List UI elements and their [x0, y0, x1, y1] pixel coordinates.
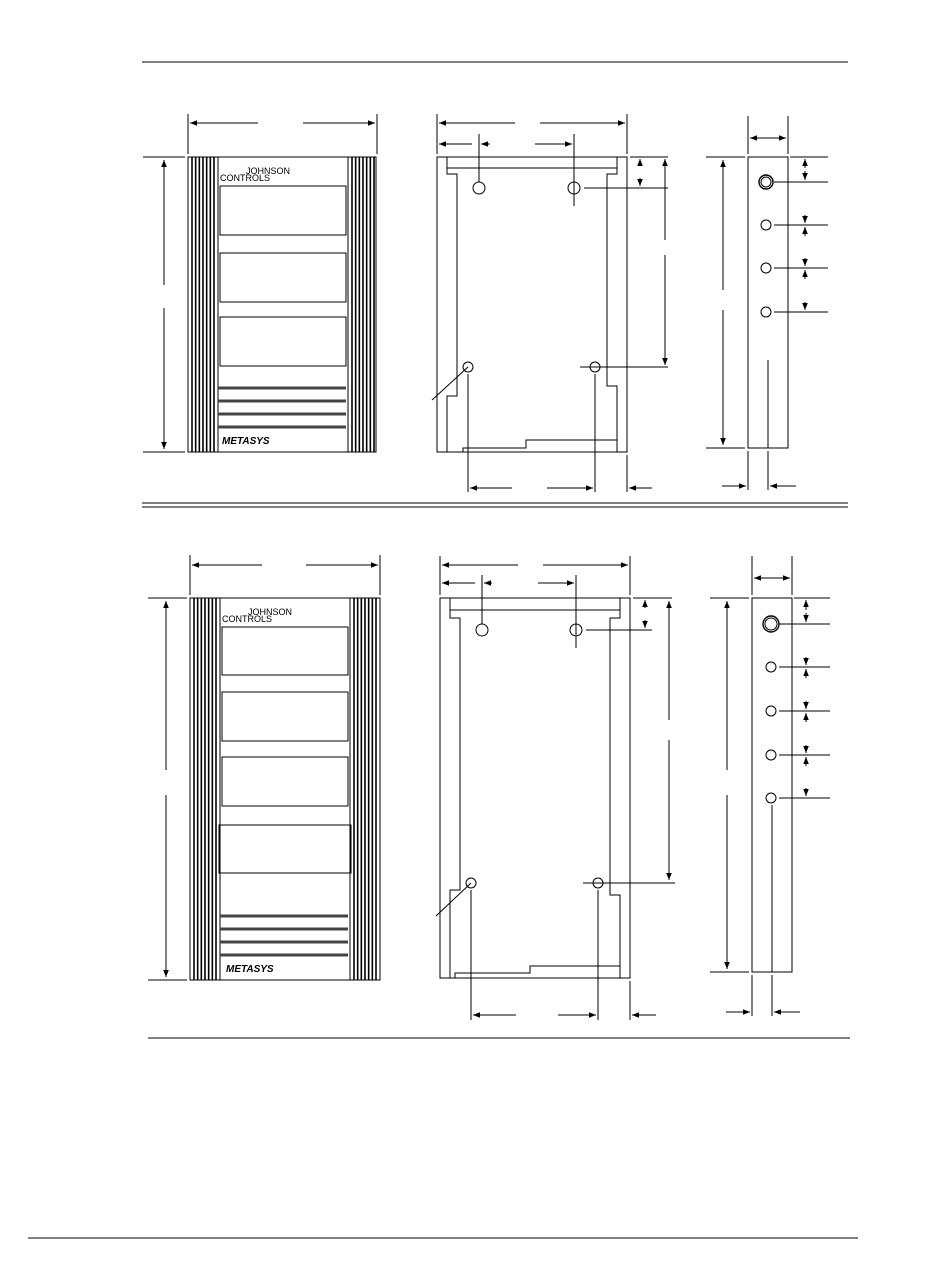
knockout [766, 706, 776, 716]
metasys-logo: METASYS [222, 436, 270, 447]
section-window [220, 253, 346, 302]
keyhole-slot [476, 624, 488, 636]
front-panel-top [143, 114, 377, 452]
brand-johnson: JOHNSON [246, 166, 291, 176]
knockout [766, 793, 776, 803]
side-view-bottom [710, 556, 830, 1016]
back-plate-top [432, 114, 668, 492]
side-view-top [706, 116, 828, 490]
section-window [222, 627, 348, 675]
back-plate-bottom [436, 556, 675, 1020]
brand-controls: CONTROLS [220, 173, 271, 183]
knockout [766, 662, 776, 672]
section-window [220, 317, 346, 366]
view-bottom [148, 555, 830, 1020]
knockout [766, 750, 776, 760]
knockout [761, 220, 771, 230]
section-window [222, 757, 348, 806]
section-window [219, 825, 351, 873]
knockout [761, 263, 771, 273]
keyhole-slot [473, 182, 485, 194]
metasys-logo: METASYS [226, 964, 274, 975]
section-window [222, 692, 348, 741]
front-panel-bottom [148, 555, 380, 980]
view-top [143, 114, 828, 492]
brand-johnson: JOHNSON [248, 607, 293, 617]
brand-controls: CONTROLS [222, 614, 273, 624]
section-window [220, 186, 346, 235]
knockout [761, 307, 771, 317]
